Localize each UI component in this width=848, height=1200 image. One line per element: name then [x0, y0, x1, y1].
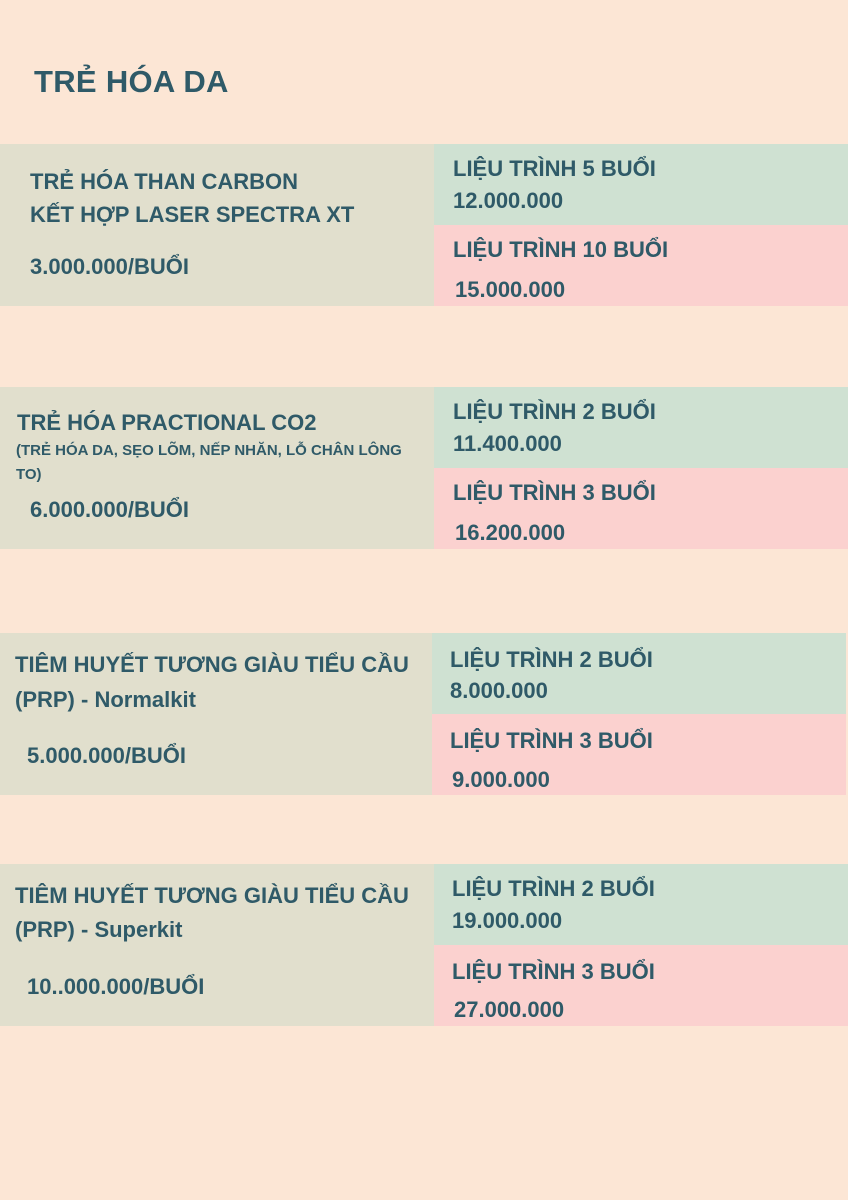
package-option [434, 387, 848, 468]
service-fractional-co2 [0, 387, 848, 549]
package-label: LIỆU TRÌNH 2 BUỔI [450, 647, 653, 672]
package-label: LIỆU TRÌNH 3 BUỔI [452, 959, 655, 984]
service-name-line2: (PRP) - Superkit [15, 917, 183, 942]
package-price: 19.000.000 [452, 908, 563, 933]
service-subtitle: (TRẺ HÓA DA, SẸO LÕM, NẾP NHĂN, LỖ CHÂN LÔNG TO) [16, 442, 402, 483]
service-session-price: 6.000.000/BUỔI [30, 497, 189, 522]
service-session-price: 10..000.000/BUỔI [27, 974, 205, 999]
service-prp-normalkit [0, 633, 848, 795]
service-info-panel [0, 387, 434, 549]
service-prp-superkit [0, 864, 848, 1026]
page-title: TRẺ HÓA DA [34, 64, 229, 99]
package-label: LIỆU TRÌNH 2 BUỔI [452, 876, 655, 901]
package-label: LIỆU TRÌNH 3 BUỔI [453, 480, 656, 505]
package-label: LIỆU TRÌNH 3 BUỔI [450, 728, 653, 753]
package-price: 9.000.000 [452, 767, 550, 792]
package-option [434, 144, 848, 225]
package-price: 12.000.000 [453, 188, 564, 213]
package-option [434, 468, 848, 549]
service-name: TRẺ HÓA THAN CARBON [30, 169, 299, 194]
service-info-panel [0, 864, 434, 1026]
package-label: LIỆU TRÌNH 2 BUỔI [453, 399, 656, 424]
package-price: 27.000.000 [454, 997, 565, 1022]
package-option [434, 225, 848, 306]
package-price: 8.000.000 [450, 678, 548, 703]
package-price: 11.400.000 [453, 431, 562, 456]
package-option [434, 945, 848, 1026]
service-info-panel [0, 144, 434, 306]
service-session-price: 5.000.000/BUỔI [27, 743, 186, 768]
service-name-line2: (PRP) - Normalkit [15, 687, 196, 712]
package-option [434, 864, 848, 945]
package-label: LIỆU TRÌNH 5 BUỔI [453, 156, 656, 181]
package-option [432, 633, 846, 714]
package-label: LIỆU TRÌNH 10 BUỔI [453, 237, 669, 262]
service-session-price: 3.000.000/BUỔI [30, 254, 189, 279]
service-name: TIÊM HUYẾT TƯƠNG GIÀU TIỂU CẦU [15, 883, 409, 908]
service-info-panel [0, 633, 432, 795]
service-name: TRẺ HÓA PRACTIONAL CO2 [17, 410, 317, 435]
package-price: 16.200.000 [455, 520, 566, 545]
package-option [432, 714, 846, 795]
service-name-line2: KẾT HỢP LASER SPECTRA XT [30, 202, 355, 227]
service-name: TIÊM HUYẾT TƯƠNG GIÀU TIỂU CẦU [15, 652, 409, 677]
package-price: 15.000.000 [455, 277, 566, 302]
service-carbon-laser [0, 144, 848, 306]
